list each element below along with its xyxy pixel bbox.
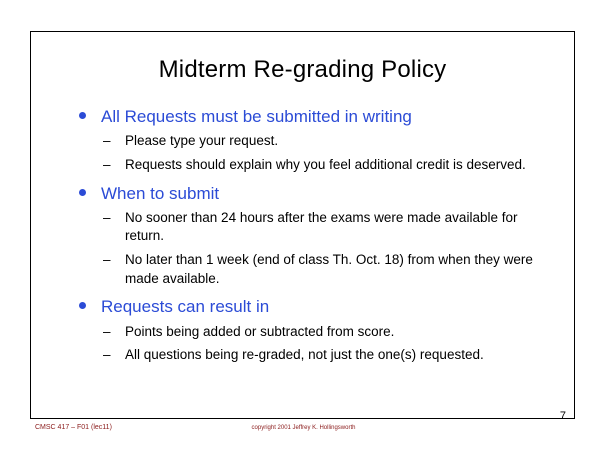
disc-bullet-icon	[79, 189, 86, 196]
list-item	[101, 251, 556, 288]
dash-icon: –	[103, 252, 111, 267]
page-title: Midterm Re-grading Policy	[158, 56, 447, 83]
slide-body-list	[31, 106, 574, 365]
list-item	[101, 346, 556, 365]
dash-icon: –	[103, 347, 111, 363]
list-item	[101, 323, 556, 342]
bullet-level1-text: When to submit	[101, 183, 220, 203]
sub-list	[101, 209, 556, 289]
dash-icon: –	[103, 209, 111, 225]
footer-course-label: CMSC 417 – F01 (lec11)	[35, 424, 112, 431]
list-item	[101, 156, 556, 175]
dash-icon: –	[103, 156, 111, 172]
bullet-level2-text: No sooner than 24 hours after the exams were made available for return.	[125, 209, 518, 244]
bullet-level1-text: All Requests must be submitted in writing	[101, 107, 412, 126]
slide-footer	[31, 410, 576, 440]
sub-list	[101, 132, 556, 174]
bullet-level2-text: No later than 1 week (end of class Th. Oct. 18) from when they were made available.	[125, 252, 533, 286]
list-item	[101, 209, 556, 246]
list-item	[79, 296, 556, 365]
slide-frame	[30, 31, 575, 419]
bullet-level2-text: Requests should explain why you feel additional credit is deserved.	[125, 156, 526, 172]
page-number: 7	[559, 410, 566, 422]
dash-icon: –	[103, 133, 111, 149]
sub-list	[101, 323, 556, 365]
list-item	[79, 183, 556, 289]
bullet-level2-text: Points being added or subtracted from score.	[125, 323, 395, 339]
bullet-level2-text: Please type your request.	[125, 133, 279, 149]
bullet-level2-text: All questions being re-graded, not just the one(s) requested.	[125, 347, 484, 363]
disc-bullet-icon	[79, 302, 86, 309]
list-item	[101, 132, 556, 151]
footer-copyright: copyright 2001 Jeffrey K. Hollingsworth	[251, 425, 356, 431]
dash-icon: –	[103, 323, 111, 339]
disc-bullet-icon	[79, 112, 86, 119]
bullet-level1-text: Requests can result in	[101, 297, 270, 317]
list-item	[79, 106, 556, 175]
